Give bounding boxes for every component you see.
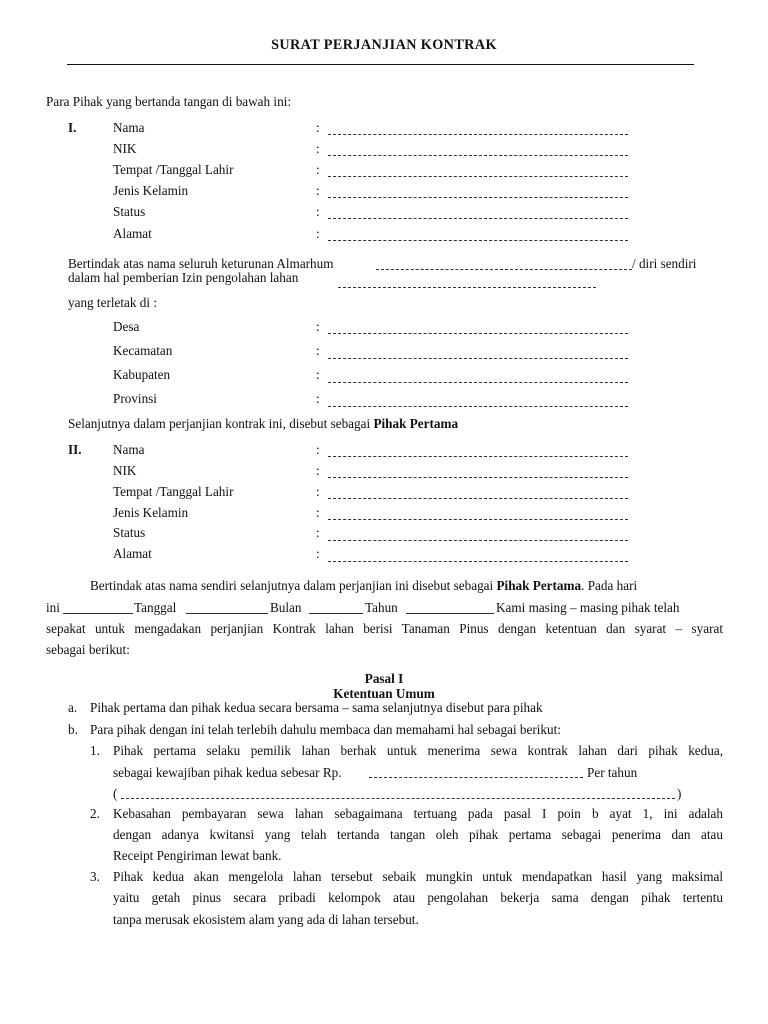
hereinafter-text: Selanjutnya dalam perjanjian kontrak ini, disebut sebagai (68, 416, 371, 431)
para-word-ini: ini (46, 600, 60, 615)
item-a-letter: a. (68, 700, 78, 715)
acting-line1-suffix: / diri sendiri (632, 256, 697, 271)
bulan-field[interactable] (309, 613, 363, 614)
sub2-line3: Receipt Pengiriman lewat bank. (113, 848, 282, 863)
acting-line2: dalam hal pemberian Izin pengolahan lahan (68, 270, 299, 285)
desa-field[interactable] (328, 333, 628, 334)
party1-gender-field[interactable] (328, 197, 628, 198)
para-word-tahun: Tahun (365, 600, 398, 615)
location-label-kabupaten: Kabupaten (113, 367, 171, 382)
sub2-line2: dengan adanya kwitansi yang telah tertanda tangan oleh pihak pertama sebagai penerima dan atau (113, 827, 723, 842)
colon: : (316, 226, 320, 241)
sub3-line2: yaitu getah pinus secara pribadi kelompok atau pengolahan bekerja sama dengan pihak tertentu (113, 890, 723, 905)
party2-label-ttl: Tempat /Tanggal Lahir (113, 484, 234, 499)
intro-text: Para Pihak yang bertanda tangan di bawah ini: (46, 94, 291, 109)
sub1-line3-open: ( (113, 786, 118, 801)
sub2-line1: Kebasahan pembayaran sewa lahan sebagaimana tertuang pada pasal I poin b ayat 1, ini adalah (113, 806, 723, 821)
hereinafter-line (68, 416, 458, 432)
party1-numeral: I. (68, 120, 77, 135)
party1-label-status: Status (113, 204, 146, 219)
para-end: . Pada hari (581, 578, 638, 593)
party1-label-gender: Jenis Kelamin (113, 183, 189, 198)
paragraph-line4: sebagai berikut: (46, 642, 130, 657)
item-b-letter: b. (68, 722, 78, 737)
pasal-subtitle: Ketentuan Umum (333, 686, 435, 701)
kabupaten-field[interactable] (328, 382, 628, 383)
provinsi-field[interactable] (328, 406, 628, 407)
hereinafter-bold: Pihak Pertama (373, 416, 459, 431)
rent-amount-words-field[interactable] (121, 798, 675, 799)
colon: : (316, 463, 320, 478)
location-label-provinsi: Provinsi (113, 391, 157, 406)
sub3-number: 3. (90, 869, 100, 884)
sub1-number: 1. (90, 743, 100, 758)
colon: : (316, 343, 320, 358)
party2-label-nik: NIK (113, 463, 137, 478)
para-word-bulan: Bulan (270, 600, 302, 615)
located-at: yang terletak di : (68, 295, 157, 310)
party1-status-field[interactable] (328, 218, 628, 219)
party1-label-nama: Nama (113, 120, 145, 135)
pasal-title: Pasal I (364, 671, 404, 686)
colon: : (316, 525, 320, 540)
party2-alamat-field[interactable] (328, 561, 628, 562)
item-b-text: Para pihak dengan ini telah terlebih dahulu membaca dan memahami hal sebagai berikut: (90, 722, 561, 737)
party2-label-nama: Nama (113, 442, 145, 457)
paragraph-line1 (90, 578, 637, 594)
para-word-tanggal: Tanggal (134, 600, 177, 615)
para-word-rest: Kami masing – masing pihak telah (496, 600, 680, 615)
party2-ttl-field[interactable] (328, 498, 628, 499)
party1-label-ttl: Tempat /Tanggal Lahir (113, 162, 234, 177)
party1-alamat-field[interactable] (328, 240, 628, 241)
colon: : (316, 505, 320, 520)
almarhum-field[interactable] (376, 269, 632, 270)
location-label-kecamatan: Kecamatan (113, 343, 173, 358)
document-title: SURAT PERJANJIAN KONTRAK (271, 37, 497, 53)
izin-field[interactable] (338, 287, 596, 288)
party2-numeral: II. (68, 442, 82, 457)
sub1-line2-post: Per tahun (587, 765, 638, 780)
sub1-line1: Pihak pertama selaku pemilik lahan berhak untuk menerima sewa kontrak lahan dari pihak kedua, (113, 743, 723, 758)
para-text: Bertindak atas nama sendiri selanjutnya dalam perjanjian ini disebut sebagai (90, 578, 494, 593)
party2-status-field[interactable] (328, 540, 628, 541)
sub2-number: 2. (90, 806, 100, 821)
party1-ttl-field[interactable] (328, 176, 628, 177)
sub3-line1: Pihak kedua akan mengelola lahan tersebut sebaik mungkin untuk mendapatkan hasil yang maksimal (113, 869, 723, 884)
party2-label-gender: Jenis Kelamin (113, 505, 189, 520)
party2-gender-field[interactable] (328, 519, 628, 520)
tanggal-field[interactable] (186, 613, 268, 614)
colon: : (316, 141, 320, 156)
colon: : (316, 319, 320, 334)
party1-label-nik: NIK (113, 141, 137, 156)
party2-nama-field[interactable] (328, 456, 628, 457)
rent-amount-field[interactable] (369, 777, 583, 778)
item-a-text: Pihak pertama dan pihak kedua secara bersama – sama selanjutnya disebut para pihak (90, 700, 543, 715)
colon: : (316, 183, 320, 198)
para-bold: Pihak Pertama (496, 578, 582, 593)
sub1-line2-pre: sebagai kewajiban pihak kedua sebesar Rp. (113, 765, 342, 780)
party2-label-status: Status (113, 525, 146, 540)
colon: : (316, 546, 320, 561)
colon: : (316, 442, 320, 457)
title-underline (67, 64, 694, 65)
location-label-desa: Desa (113, 319, 140, 334)
colon: : (316, 204, 320, 219)
acting-line1: Bertindak atas nama seluruh keturunan Almarhum (68, 256, 334, 271)
hari-field[interactable] (63, 613, 133, 614)
paragraph-line3: sepakat untuk mengadakan perjanjian Kontrak lahan berisi Tanaman Pinus dengan ketentuan dan syarat – syarat (46, 621, 723, 636)
colon: : (316, 484, 320, 499)
colon: : (316, 120, 320, 135)
party2-nik-field[interactable] (328, 477, 628, 478)
tahun-field[interactable] (406, 613, 494, 614)
colon: : (316, 391, 320, 406)
party1-nama-field[interactable] (328, 134, 628, 135)
party1-nik-field[interactable] (328, 155, 628, 156)
kecamatan-field[interactable] (328, 358, 628, 359)
sub3-line3: tanpa merusak ekosistem alam yang ada di lahan tersebut. (113, 912, 419, 927)
colon: : (316, 162, 320, 177)
colon: : (316, 367, 320, 382)
sub1-line3-close: ) (677, 786, 682, 801)
party1-label-alamat: Alamat (113, 226, 152, 241)
party2-label-alamat: Alamat (113, 546, 152, 561)
